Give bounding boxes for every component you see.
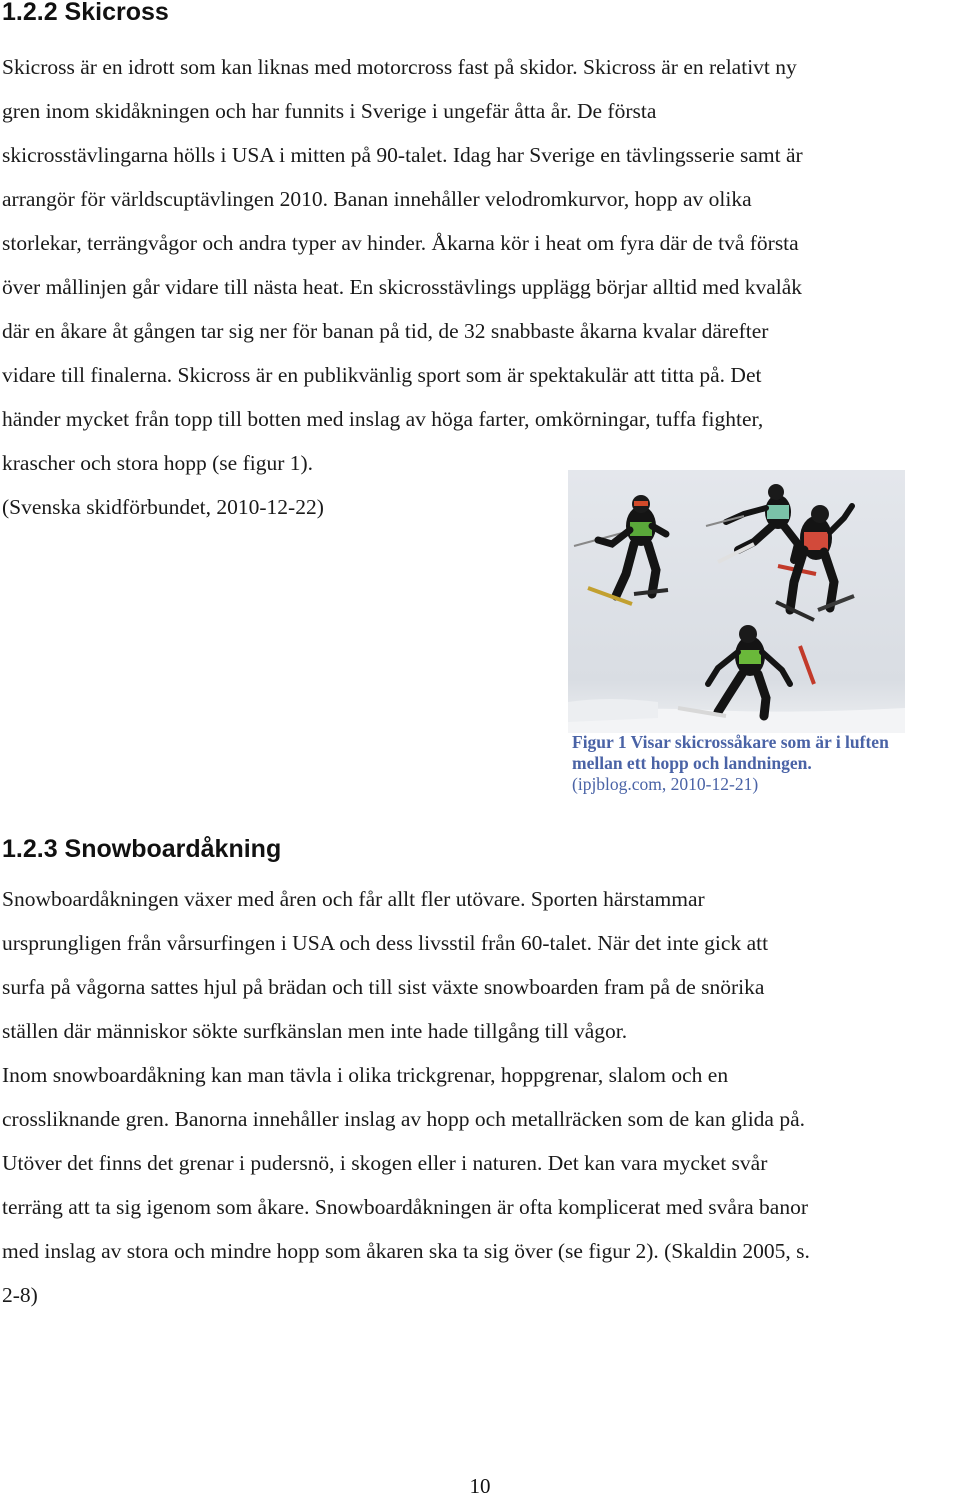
body-line: arrangör för världscuptävlingen 2010. Banan innehåller velodromkurvor, hopp av olika [2,187,752,211]
body-line: Skicross är en idrott som kan liknas med motorcross fast på skidor. Skicross är en relativt ny [2,55,797,79]
figure-caption [572,732,902,795]
body-line: med inslag av stora och mindre hopp som åkaren ska ta sig över (se figur 2). (Skaldin 2005, s. [2,1239,810,1263]
section-heading-snowboard: 1.2.3 Snowboardåkning [2,835,282,863]
page-number: 10 [469,1474,491,1498]
body-line: ställen där människor sökte surfkänslan men inte hade tillgång till vågor. [2,1019,628,1043]
body-line: där en åkare åt gången tar sig ner för banan på tid, de 32 snabbaste åkarna kvalar därefter [2,319,769,343]
body-line: krascher och stora hopp (se figur 1). [2,451,314,475]
body-line: Inom snowboardåkning kan man tävla i olika trickgrenar, hoppgrenar, slalom och en [2,1063,729,1087]
body-line: crossliknande gren. Banorna innehåller inslag av hopp och metallräcken som de kan glida på. [2,1107,806,1131]
body-line: händer mycket från topp till botten med inslag av höga farter, omkörningar, tuffa fighter, [2,407,764,431]
skicross-photo [568,470,905,733]
section-heading-skicross: 1.2.2 Skicross [2,0,169,26]
citation-line: (Svenska skidförbundet, 2010-12-22) [2,495,324,519]
body-line: Snowboardåkningen växer med åren och får allt fler utövare. Sporten härstammar [2,887,705,911]
body-line: terräng att ta sig igenom som åkare. Snowboardåkningen är ofta komplicerat med svåra banor [2,1195,808,1219]
body-line: över mållinjen går vidare till nästa heat. En skicrosstävlings upplägg börjar alltid med kvalåk [2,275,803,299]
body-line: 2-8) [2,1283,38,1307]
body-line: ursprungligen från vårsurfingen i USA och dess livsstil från 60-talet. När det inte gick att [2,931,769,955]
body-line: Utöver det finns det grenar i pudersnö, i skogen eller i naturen. Det kan vara mycket svår [2,1151,768,1175]
body-line: gren inom skidåkningen och har funnits i Sverige i ungefär åtta år. De första [2,99,657,123]
body-line: storlekar, terrängvågor och andra typer av hinder. Åkarna kör i heat om fyra där de två första [2,231,799,255]
figure-caption-source: (ipjblog.com, 2010-12-21) [572,774,759,794]
body-line: surfa på vågorna sattes hjul på brädan och till sist växte snowboarden fram på de snörika [2,975,765,999]
figure-caption-text: Figur 1 Visar skicrossåkare som är i luften mellan ett hopp och landningen. [572,732,889,773]
body-line: skicrosstävlingarna hölls i USA i mitten på 90-talet. Idag har Sverige en tävlingsserie samt är [2,143,803,167]
body-line: vidare till finalerna. Skicross är en publikvänlig sport som är spektakulär att titta på. Det [2,363,762,387]
